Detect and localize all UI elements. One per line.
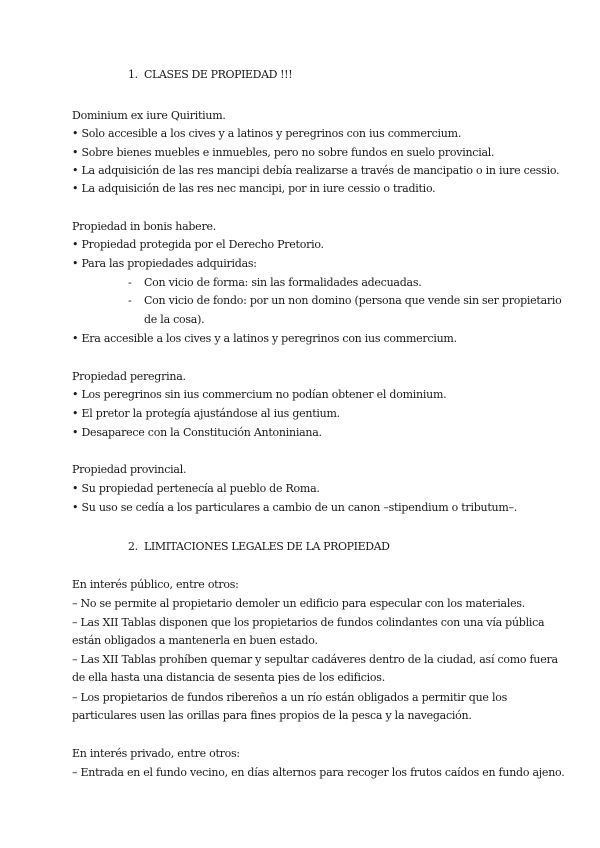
bullet-item: • Era accesible a los cives y a latinos y peregrinos con ius commercium. — [72, 332, 457, 345]
bullet-item: • La adquisición de las res nec mancipi, por in iure cessio o traditio. — [72, 182, 436, 195]
heading-text: LIMITACIONES LEGALES DE LA PROPIEDAD — [144, 540, 390, 553]
dash-item: – Las XII Tablas disponen que los propietarios de fundos colindantes con una vía pública — [72, 616, 545, 629]
dash-item: – Las XII Tablas prohíben quemar y sepultar cadáveres dentro de la ciudad, así como fuera — [72, 653, 558, 666]
sub-text: Con vicio de forma: sin las formalidades adecuadas. — [144, 276, 422, 289]
dash-item: – Entrada en el fundo vecino, en días alternos para recoger los frutos caídos en fundo ajeno. — [72, 766, 565, 779]
heading-number: 1. — [128, 68, 138, 81]
bullet-item: • Solo accesible a los cives y a latinos y peregrinos con ius commercium. — [72, 127, 462, 140]
section-heading-2 — [128, 540, 390, 553]
bullet-item: • Su uso se cedía a los particulares a cambio de un canon –stipendium o tributum–. — [72, 501, 518, 514]
bullet-item: • El pretor la protegía ajustándose al ius gentium. — [72, 407, 340, 420]
provincial-title: Propiedad provincial. — [72, 463, 187, 476]
sub-item — [128, 276, 421, 289]
bullet-item: • Su propiedad pertenecía al pueblo de Roma. — [72, 482, 320, 495]
heading-text: CLASES DE PROPIEDAD !!! — [144, 68, 293, 81]
publico-title: En interés público, entre otros: — [72, 578, 239, 591]
sub-dash: - — [128, 294, 132, 307]
bullet-item: • Para las propiedades adquiridas: — [72, 257, 257, 270]
peregrina-title: Propiedad peregrina. — [72, 370, 186, 383]
dominium-title: Dominium ex iure Quiritium. — [72, 109, 226, 122]
section-heading-1 — [128, 68, 292, 81]
bullet-item: • Sobre bienes muebles e inmuebles, pero no sobre fundos en suelo provincial. — [72, 146, 495, 159]
sub-dash: - — [128, 276, 132, 289]
dash-item-continuation: están obligados a mantenerla en buen estado. — [72, 634, 318, 647]
bonis-title: Propiedad in bonis habere. — [72, 220, 216, 233]
sub-text-continuation: de la cosa). — [144, 313, 205, 326]
bullet-item: • La adquisición de las res mancipi debía realizarse a través de mancipatio o in iure cessio. — [72, 164, 560, 177]
sub-item — [128, 294, 562, 307]
bullet-item: • Propiedad protegida por el Derecho Pretorio. — [72, 238, 324, 251]
bullet-item: • Los peregrinos sin ius commercium no podían obtener el dominium. — [72, 388, 447, 401]
bullet-item: • Desaparece con la Constitución Antoniniana. — [72, 426, 322, 439]
dash-item: – No se permite al propietario demoler un edificio para especular con los materiales. — [72, 597, 526, 610]
sub-text: Con vicio de fondo: por un non domino (persona que vende sin ser propietario — [144, 294, 562, 307]
heading-number: 2. — [128, 540, 138, 553]
privado-title: En interés privado, entre otros: — [72, 747, 240, 760]
dash-item-continuation: particulares usen las orillas para fines propios de la pesca y la navegación. — [72, 709, 472, 722]
dash-item: – Los propietarios de fundos ribereños a un río están obligados a permitir que los — [72, 691, 507, 704]
dash-item-continuation: de ella hasta una distancia de sesenta pies de los edificios. — [72, 671, 385, 684]
